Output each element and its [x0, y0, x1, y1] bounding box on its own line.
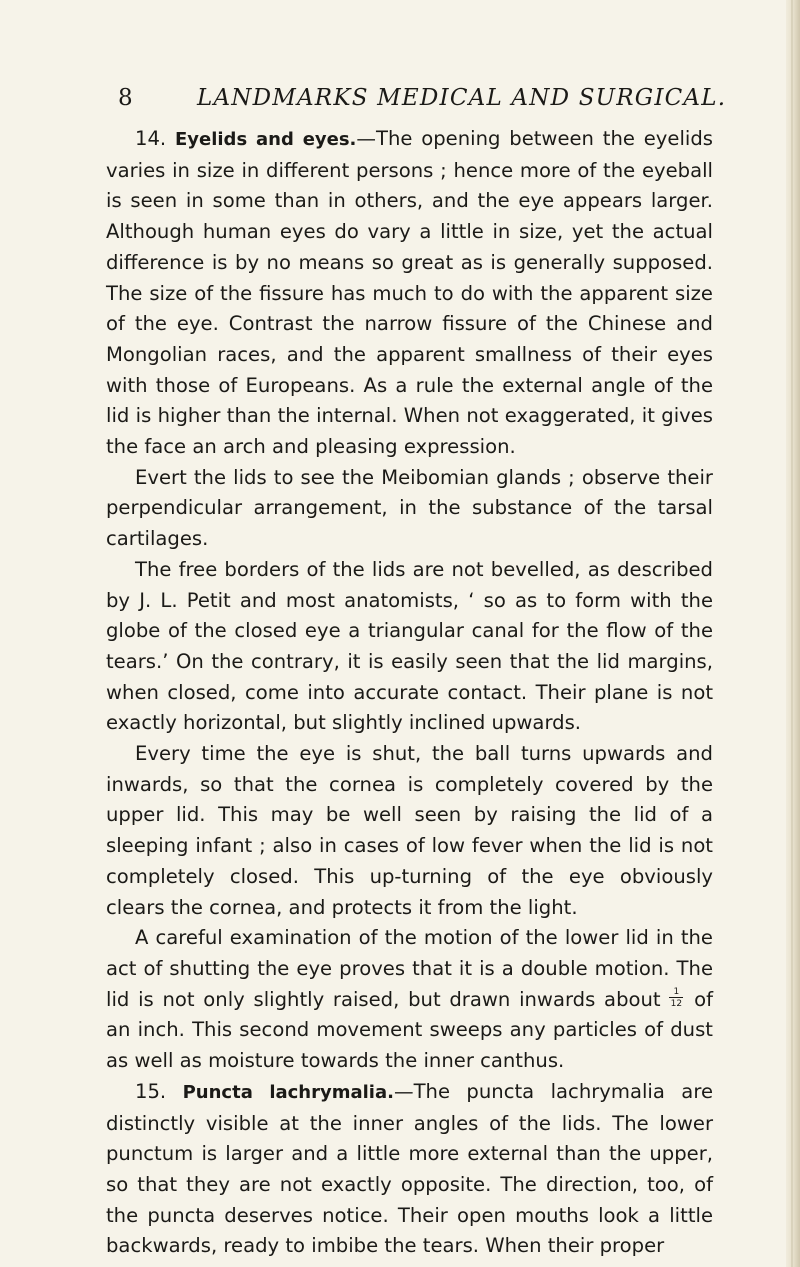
fraction-denominator: 12 [670, 998, 683, 1009]
paragraph: Every time the eye is shut, the ball turns upwards and inwards, so that the cornea is completely covered by the upper lid. This may be well seen by raising the lid of a sleeping infant ; also in cases of low fever when the lid is not completely closed. This up-turning of the eye obviously clears the cornea, and protects it from the light. [106, 742, 713, 919]
section-heading: Puncta lachrymalia. [182, 1081, 394, 1103]
section-number: 14. [135, 127, 167, 150]
paragraph-section-15 [106, 1077, 713, 1262]
paragraph-section-14 [106, 124, 713, 463]
page-number: 8 [118, 85, 133, 111]
section-number: 15. [135, 1079, 167, 1103]
paragraph-with-fraction [106, 923, 713, 1077]
paragraph-text: —The puncta lachrymalia are distinctly visible at the inner angles of the lids. The lower punctum is larger and a little more external than the upper, so that they are not exactly opposite. The direction, too, of the puncta deserves notice. Their open mouths look a little backwards, ready to imbibe the tears. When their proper [106, 1079, 713, 1258]
page-edge-shadow [786, 0, 800, 1267]
paragraph-text: A careful examination of the motion of the lower lid in the act of shutting the eye proves that it is a double motion. The lid is not only slightly raised, but drawn inwards about [106, 926, 713, 1011]
section-heading: Eyelids and eyes. [174, 129, 357, 150]
paragraph-text: of an inch. This second movement sweeps any particles of dust as well as moisture towards the inner canthus. [106, 987, 713, 1073]
running-title: LANDMARKS MEDICAL AND SURGICAL. [197, 85, 727, 111]
body-text [106, 124, 713, 1262]
paragraph: The free borders of the lids are not bevelled, as described by J. L. Petit and most anatomists, ‘ so as to form with the globe of the closed eye a triangular canal for the flow of the tears.’ On the contrary, it is easily seen that the lid margins, when closed, come into accurate contact. Their plane is not exactly horizontal, but slightly inclined upwards. [106, 557, 713, 735]
running-head [118, 82, 727, 114]
fraction-numerator: 1 [669, 987, 683, 998]
paragraph: Evert the lids to see the Meibomian glands ; observe their perpendicular arrangement, in the substance of the tarsal cartilages. [106, 465, 713, 551]
fraction [669, 986, 683, 1009]
paragraph-text: —The opening between the eyelids varies in size in different persons ; hence more of the eyeball is seen in some than in others, and the eye appears larger. Although human eyes do vary a little in size, yet the actual difference is by no means so great as is generally supposed. The size of the fissure has much to do with the apparent size of the eye. Contrast the narrow fissure of the Chinese and Mongolian races, and the apparent smallness of their eyes with those of Europeans. As a rule the external angle of the lid is higher than the internal. When not exaggerated, it gives the face an arch and pleasing expression. [106, 127, 713, 459]
